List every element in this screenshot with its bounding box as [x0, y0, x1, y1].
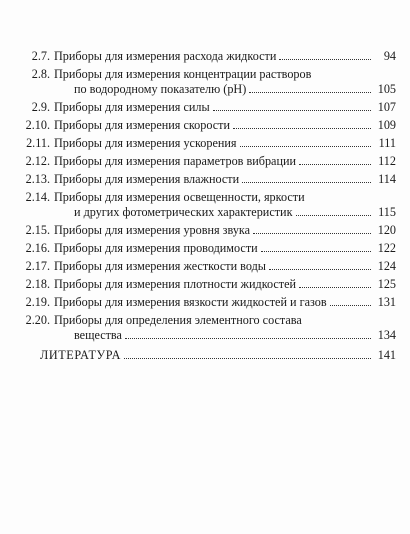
toc-page-number: 131	[377, 294, 396, 309]
toc-entry[interactable]	[0, 100, 410, 116]
literature-title: ЛИТЕРАТУРА	[40, 347, 121, 362]
toc-entry[interactable]	[0, 118, 410, 134]
toc-entry[interactable]	[0, 241, 410, 257]
toc-entry-number: 2.19.	[25, 294, 50, 309]
toc-entry[interactable]	[0, 259, 410, 275]
toc-page-number: 125	[377, 276, 396, 291]
toc-page-number: 141	[377, 347, 396, 362]
toc-entry-literature[interactable]	[0, 348, 410, 364]
toc-entry-number: 2.14.	[25, 189, 50, 204]
toc-page-number: 109	[377, 118, 396, 133]
toc-entry[interactable]	[0, 295, 410, 311]
toc-entry-title: Приборы для определения элементного состава	[54, 312, 302, 327]
toc-entry-title: Приборы для измерения освещенности, яркости	[54, 189, 305, 204]
toc-entry-title: Приборы для измерения расхода жидкости	[54, 49, 277, 63]
toc-entry[interactable]	[0, 49, 410, 65]
toc-entry[interactable]	[0, 277, 410, 293]
toc-entry-title: Приборы для измерения вязкости жидкостей и газов	[54, 294, 327, 309]
toc-entry-number: 2.17.	[25, 259, 50, 274]
dot-leader	[249, 91, 371, 93]
toc-entry-number: 2.13.	[25, 171, 50, 186]
toc-entry-title: Приборы для измерения параметров вибрации	[54, 154, 297, 169]
toc-entry-number: 2.16.	[25, 241, 50, 256]
toc-entry-title: и других фотометрических характеристик	[74, 205, 293, 220]
toc-entry-number: 2.10.	[25, 118, 50, 133]
dot-leader	[296, 214, 372, 216]
toc-entry[interactable]	[0, 190, 410, 221]
table-of-contents	[0, 49, 410, 364]
dot-leader	[269, 268, 371, 270]
dot-leader	[240, 145, 371, 147]
dot-leader	[233, 127, 371, 129]
dot-leader	[253, 232, 371, 234]
toc-page-number: 134	[377, 328, 396, 343]
toc-entry-number: 2.11.	[26, 136, 50, 151]
toc-entry[interactable]	[0, 154, 410, 170]
toc-entry-title: Приборы для измерения влажности	[54, 171, 240, 186]
toc-entry-title: Приборы для измерения скорости	[54, 118, 231, 133]
toc-entry-number: 2.12.	[25, 154, 50, 169]
toc-entry[interactable]	[0, 313, 410, 344]
toc-entry-title: Приборы для измерения проводимости	[54, 241, 258, 256]
toc-entry[interactable]	[0, 172, 410, 188]
toc-entry-number: 2.18.	[25, 276, 50, 291]
toc-page-number: 111	[378, 136, 396, 151]
toc-entry-title: Приборы для измерения жесткости воды	[54, 259, 266, 274]
toc-page-number: 120	[377, 223, 396, 238]
toc-entry-title: Приборы для измерения концентрации растворов	[54, 66, 312, 81]
toc-entry-number: 2.8.	[31, 66, 50, 81]
toc-entry-title: по водородному показателю (pH)	[74, 82, 247, 97]
dot-leader	[299, 163, 371, 165]
toc-page-number: 107	[377, 100, 396, 115]
toc-page-number: 115	[378, 205, 396, 220]
toc-entry-title: Приборы для измерения уровня звука	[54, 223, 251, 238]
toc-page-number: 114	[378, 171, 396, 186]
toc-entry-number: 2.9.	[31, 100, 50, 115]
dot-leader	[213, 109, 371, 111]
toc-entry[interactable]	[0, 136, 410, 152]
toc-entry-title: Приборы для измерения силы	[54, 100, 210, 115]
toc-entry-title: вещества	[74, 328, 122, 343]
dot-leader	[330, 304, 371, 306]
dot-leader	[125, 337, 371, 339]
toc-entry[interactable]	[0, 223, 410, 239]
toc-page-number: 124	[377, 259, 396, 274]
toc-page-number: 112	[378, 154, 396, 169]
dot-leader	[124, 357, 371, 359]
toc-entry-title: Приборы для измерения ускорения	[54, 136, 237, 151]
toc-entry-number: 2.15.	[25, 223, 50, 238]
toc-page-number: 105	[377, 82, 396, 97]
dot-leader	[242, 181, 371, 183]
dot-leader	[279, 58, 371, 60]
toc-page-number: 122	[377, 241, 396, 256]
dot-leader	[299, 286, 371, 288]
dot-leader	[261, 250, 371, 252]
toc-entry[interactable]	[0, 67, 410, 98]
toc-page-number: 94	[383, 49, 396, 63]
toc-entry-number: 2.20.	[25, 312, 50, 327]
toc-entry-number: 2.7.	[31, 49, 50, 63]
toc-entry-title: Приборы для измерения плотности жидкостей	[54, 276, 297, 291]
